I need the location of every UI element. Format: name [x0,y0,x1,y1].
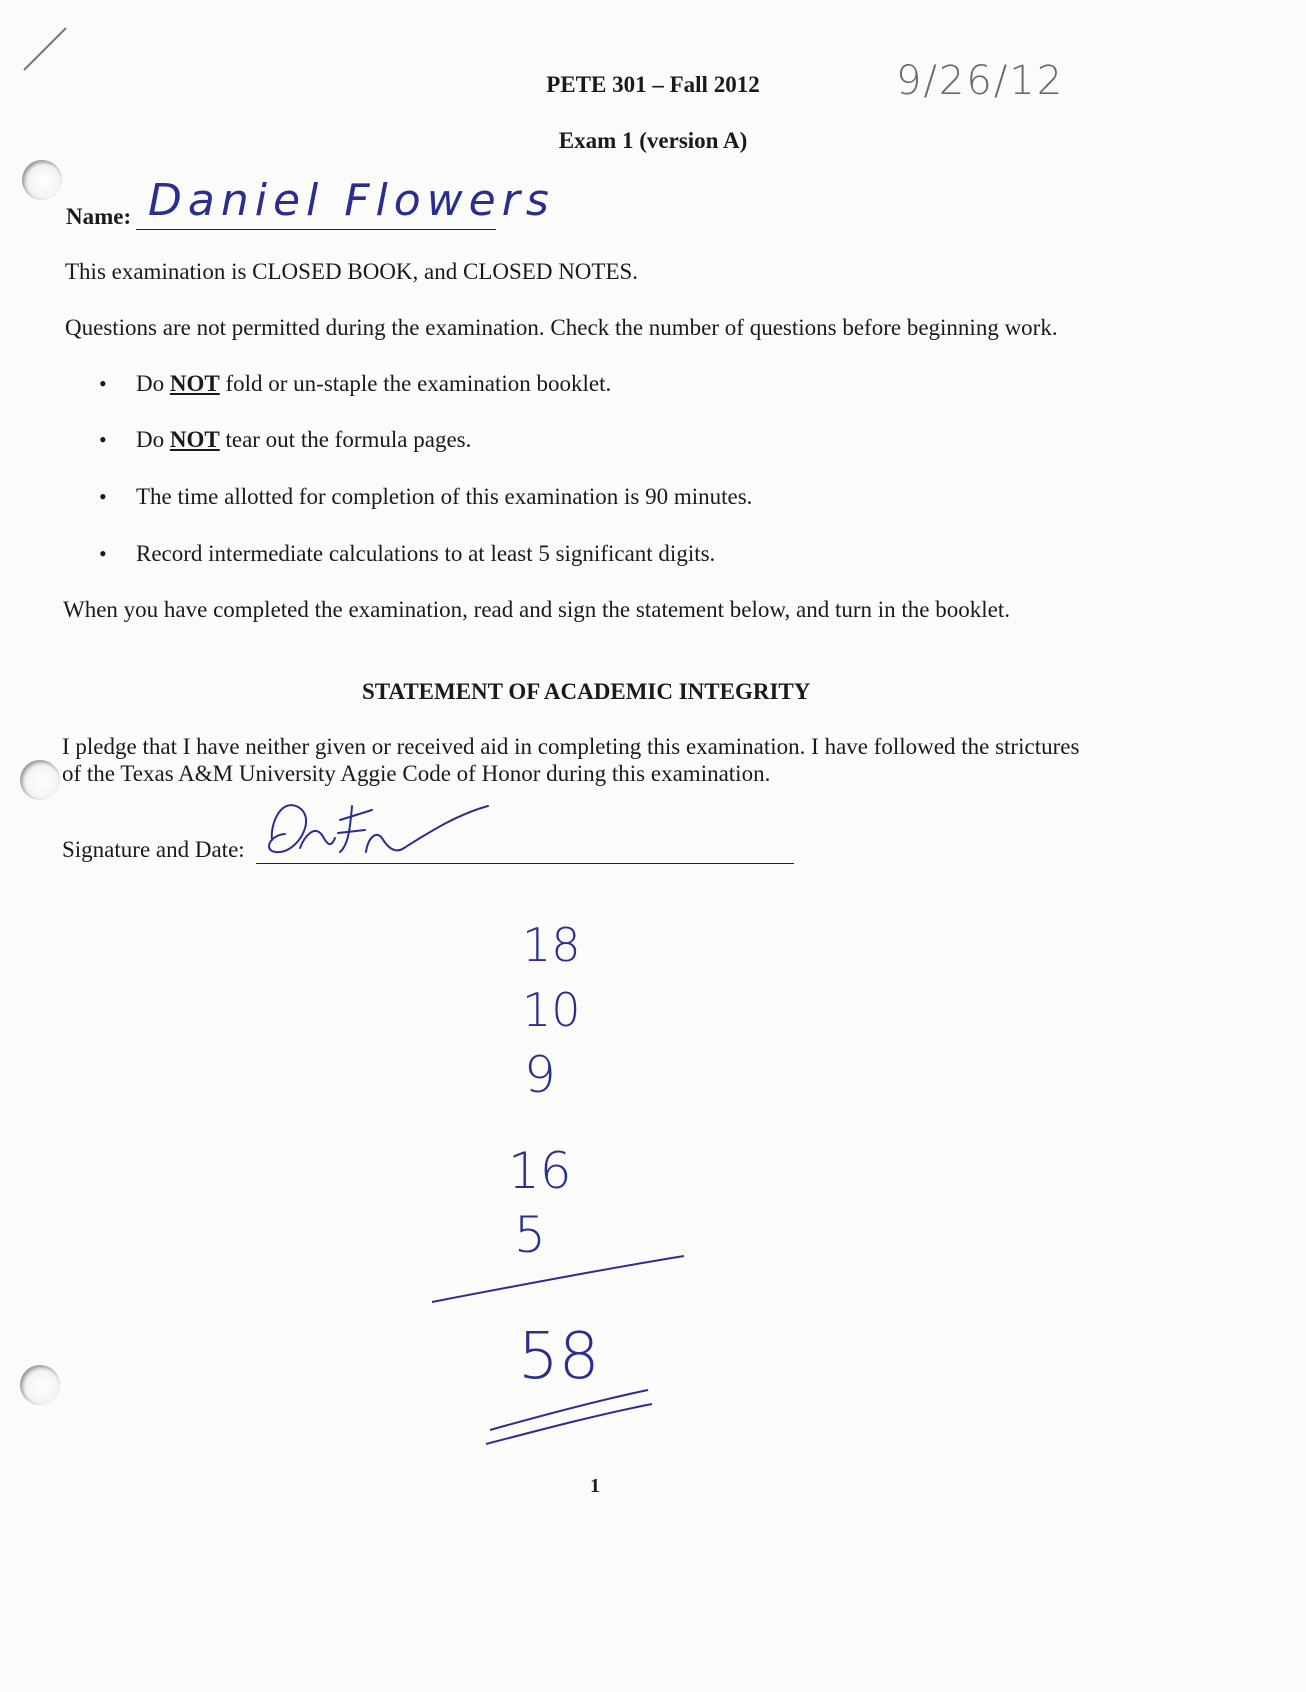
bullet-dot: • [99,427,107,452]
integrity-pledge-line1: I pledge that I have neither given or received aid in completing this examination. I have followed the strictures [62,734,1080,759]
total-underline-1 [490,1390,648,1430]
sum-line [432,1256,684,1302]
bullet-text: The time allotted for completion of this examination is 90 minutes. [136,484,753,509]
questions-notice: Questions are not permitted during the examination. Check the number of questions before beginning work. [65,315,1058,340]
signature-underline [256,863,794,864]
punch-hole-bottom [20,1365,60,1405]
page-number: 1 [590,1475,600,1497]
integrity-pledge-line2: of the Texas A&M University Aggie Code of Honor during this examination. [62,761,771,786]
punch-hole-middle [20,760,60,800]
integrity-heading: STATEMENT OF ACADEMIC INTEGRITY [362,679,811,704]
bullet-text: Do NOT tear out the formula pages. [136,427,472,452]
score-item: 10 [522,983,581,1037]
score-item: 16 [508,1142,572,1200]
total-underline-2 [486,1404,652,1444]
punch-hole-top [22,160,62,200]
course-title: PETE 301 – Fall 2012 [546,72,760,97]
closed-book-notice: This examination is CLOSED BOOK, and CLOSED NOTES. [65,259,639,284]
completion-notice: When you have completed the examination, read and sign the statement below, and turn in the booklet. [63,597,1010,622]
name-underline [136,229,496,230]
handwritten-date: 9/26/12 [896,58,1065,104]
bullet-dot: • [99,541,107,566]
bullet-text: Do NOT fold or un-staple the examination booklet. [136,371,612,396]
signature-scribble [269,805,488,852]
bullet-dot: • [99,484,107,509]
score-total: 58 [518,1320,600,1394]
bullet-text: Record intermediate calculations to at least 5 significant digits. [136,541,716,566]
score-item: 9 [524,1046,556,1104]
score-item: 5 [514,1206,546,1264]
pencil-check-mark [24,28,66,70]
handwritten-name: Daniel Flowers [148,175,555,226]
score-item: 18 [522,918,581,972]
name-label: Name: [66,204,132,229]
signature-label: Signature and Date: [62,837,245,862]
exam-title: Exam 1 (version A) [558,128,748,153]
bullet-dot: • [99,371,107,396]
